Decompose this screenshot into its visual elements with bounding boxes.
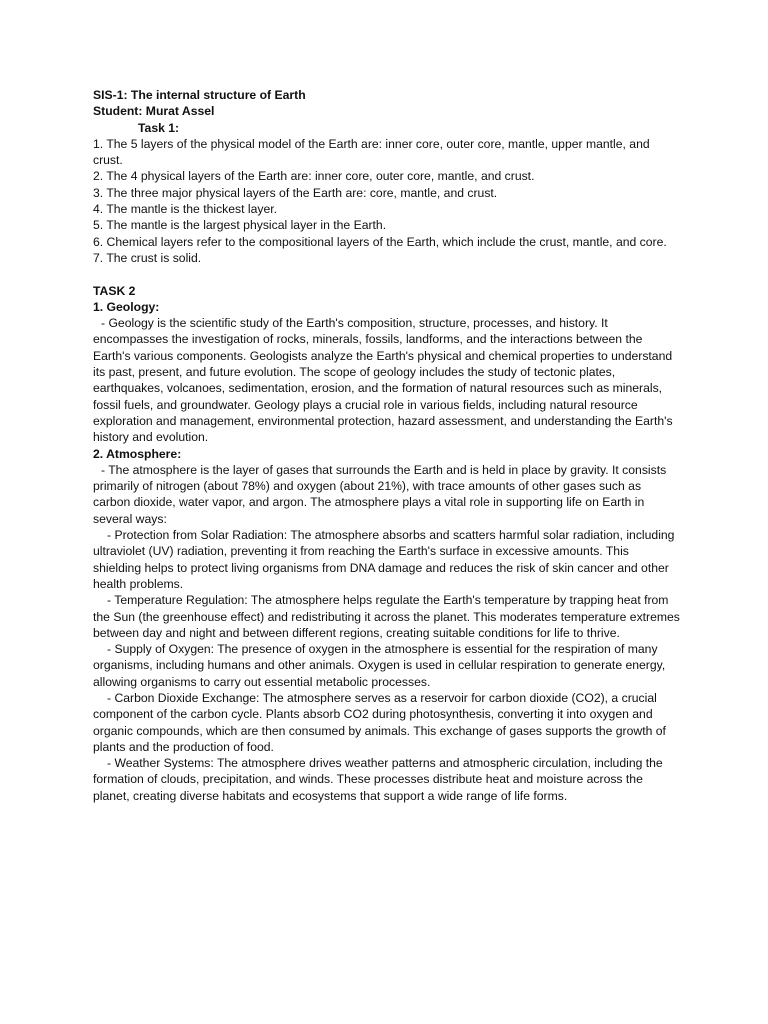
atmosphere-point-temperature: - Temperature Regulation: The atmosphere helps regulate the Earth's temperature by trapping heat from the Sun (the greenhouse effect) and redistributing it across the planet. This moderates temperature extremes between day and night and between different regions, creating suitable conditions for life to thrive. [93, 593, 680, 640]
atmosphere-intro: - The atmosphere is the layer of gases that surrounds the Earth and is held in place by gravity. It consists primarily of nitrogen (about 78%) and oxygen (about 21%), with trace amounts of other gases such as carbon dioxide, water vapor, and argon. The atmosphere plays a vital role in supporting life on Earth in several ways: [93, 462, 667, 526]
task1-item-4: 4. The mantle is the thickest layer. [93, 202, 278, 217]
task1-item-2: 2. The 4 physical layers of the Earth are: inner core, outer core, mantle, and crust. [93, 169, 535, 184]
document-title: SIS-1: The internal structure of Earth [93, 88, 306, 102]
blank-line [93, 266, 680, 282]
task1-item-6: 6. Chemical layers refer to the compositional layers of the Earth, which include the crust, mantle, and core. [93, 234, 667, 249]
task2-heading: TASK 2 [93, 283, 136, 298]
task1-item-7: 7. The crust is solid. [93, 250, 202, 265]
task1-heading: Task 1: [138, 120, 180, 135]
geology-paragraph: - Geology is the scientific study of the Earth's composition, structure, processes, and history. It encompasses the investigation of rocks, minerals, fossils, landforms, and the interactions between the Earth's various components. Geologists analyze the Earth's physical and chemical properties to understand its past, present, and future evolution. The scope of geology includes the study of tectonic plates, earthquakes, volcanoes, sedimentation, erosion, and the formation of natural resources such as minerals, fossil fuels, and groundwater. Geology plays a crucial role in various fields, including natural resource exploration and management, environmental protection, hazard assessment, and understanding the Earth's history and evolution. [93, 316, 673, 445]
geology-heading: 1. Geology: [93, 299, 160, 314]
atmosphere-heading: 2. Atmosphere: [93, 446, 182, 461]
atmosphere-point-solar: - Protection from Solar Radiation: The atmosphere absorbs and scatters harmful solar radiation, including ultraviolet (UV) radiation, preventing it from reaching the Earth's surface in excessive amounts. This shielding helps to protect living organisms from DNA damage and reduces the risk of skin cancer and other health problems. [93, 528, 675, 591]
task1-item-5: 5. The mantle is the largest physical layer in the Earth. [93, 218, 387, 233]
atmosphere-point-oxygen: - Supply of Oxygen: The presence of oxygen in the atmosphere is essential for the respiration of many organisms, including humans and other animals. Oxygen is used in cellular respiration to generate energy, allowing organisms to carry out essential metabolic processes. [93, 642, 666, 689]
student-name: Student: Murat Assel [93, 104, 215, 119]
atmosphere-point-weather: - Weather Systems: The atmosphere drives weather patterns and atmospheric circulation, including the formation of clouds, precipitation, and winds. These processes distribute heat and moisture across the planet, creating diverse habitats and ecosystems that support a wide range of life forms. [93, 756, 663, 803]
atmosphere-point-co2: - Carbon Dioxide Exchange: The atmosphere serves as a reservoir for carbon dioxide (CO2), a crucial component of the carbon cycle. Plants absorb CO2 during photosynthesis, converting it into oxygen and organic compounds, which are then consumed by animals. This exchange of gases supports the growth of plants and the production of food. [93, 690, 666, 754]
task1-item-1: 1. The 5 layers of the physical model of the Earth are: inner core, outer core, mantle, upper mantle, and crust. [93, 136, 650, 168]
task1-item-3: 3. The three major physical layers of the Earth are: core, mantle, and crust. [93, 185, 498, 200]
